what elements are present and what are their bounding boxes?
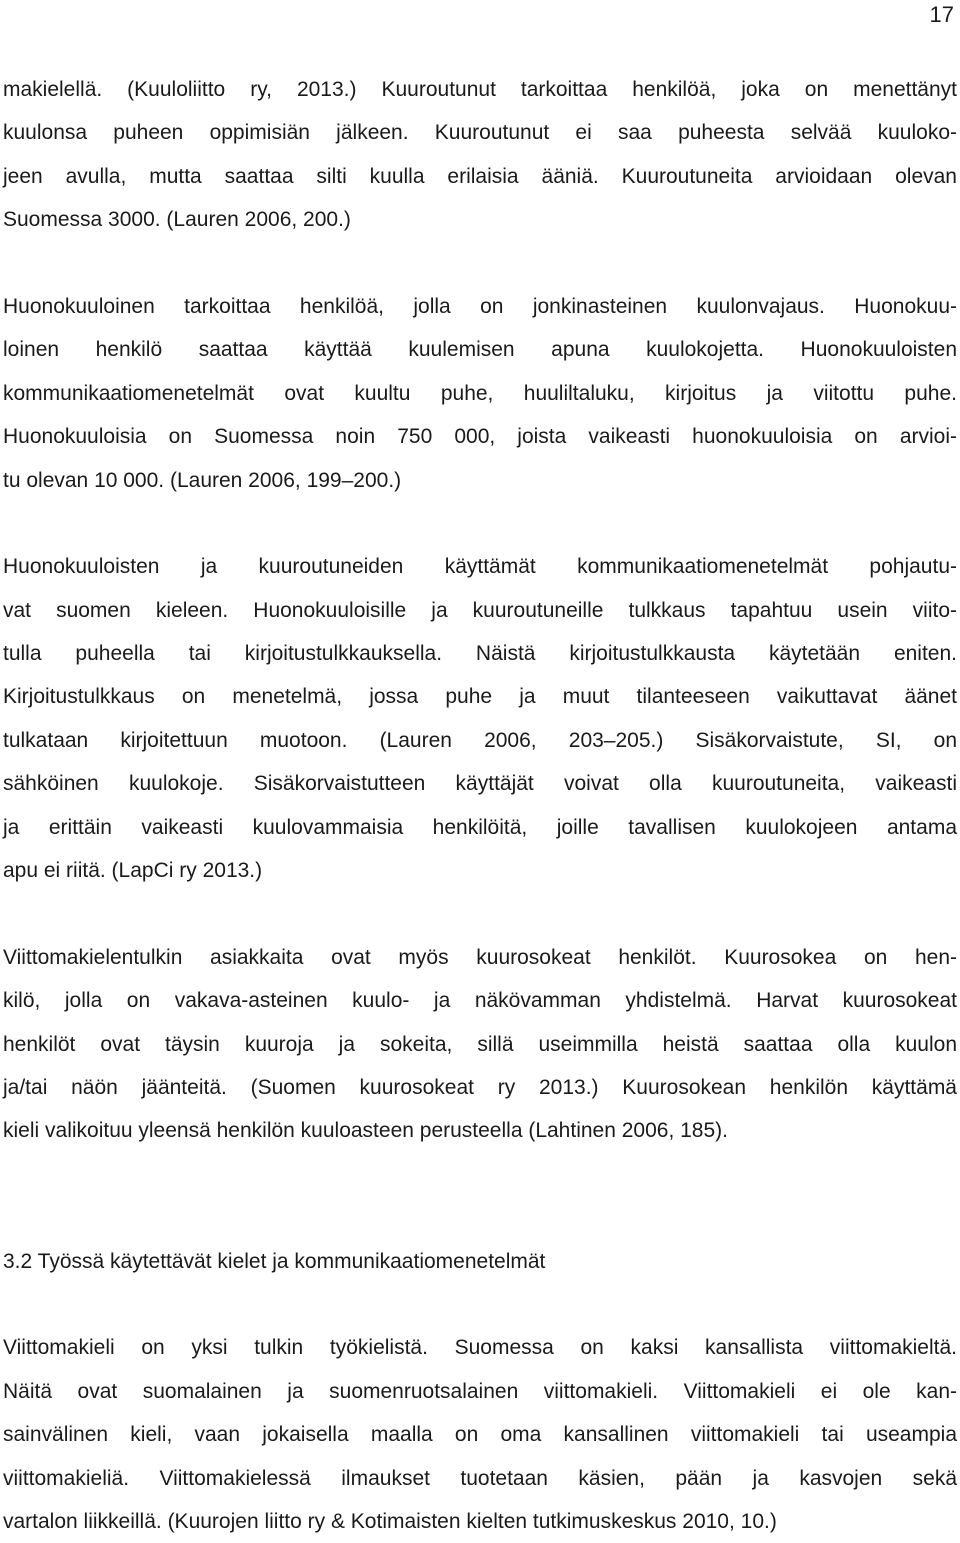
page-number: 17	[929, 2, 954, 27]
paragraph-deafblind	[3, 936, 957, 1153]
text-line: kilö, jolla on vakava-asteinen kuulo- ja näkövamman yhdistelmä. Harvat kuurosokeat	[3, 989, 957, 1013]
text-line: jeen avulla, mutta saattaa silti kuulla erilaisia ääniä. Kuuroutuneita arvioidaan olevan	[3, 164, 957, 188]
text-line: viittomakieliä. Viittomakielessä ilmaukset tuotetaan käsien, pään ja kasvojen sekä	[3, 1466, 957, 1490]
text-line: kieli valikoituu yleensä henkilön kuuloasteen perusteella (Lahtinen 2006, 185).	[3, 1119, 728, 1143]
paragraph-spacer	[3, 1283, 957, 1326]
text-line: vat suomen kieleen. Huonokuuloisille ja kuuroutuneille tulkkaus tapahtuu usein viito-	[3, 598, 957, 622]
text-line: makielellä. (Kuuloliitto ry, 2013.) Kuuroutunut tarkoittaa henkilöä, joka on menettänyt	[3, 78, 957, 101]
text-line: kommunikaatiomenetelmät ovat kuultu puhe, huuliltaluku, kirjoitus ja viitottu puhe.	[3, 381, 957, 405]
paragraph-communication-methods	[3, 545, 957, 892]
text-line: sähköinen kuulokoje. Sisäkorvaistutteen käyttäjät voivat olla kuuroutuneita, vaikeasti	[3, 772, 957, 796]
text-line: ja erittäin vaikeasti kuulovammaisia henkilöitä, joille tavallisen kuulokojeen antama	[3, 815, 957, 839]
paragraph-spacer	[3, 242, 957, 285]
paragraph-spacer	[3, 892, 957, 935]
text-line: sainvälinen kieli, vaan jokaisella maalla on oma kansallinen viittomakieli tai useampia	[3, 1423, 957, 1447]
text-line: Viittomakieli on yksi tulkin työkielistä. Suomessa on kaksi kansallista viittomakieltä.	[3, 1336, 957, 1360]
text-line: kuulonsa puheen oppimisiän jälkeen. Kuuroutunut ei saa puheesta selvää kuuloko-	[3, 121, 957, 145]
paragraph-sign-languages	[3, 1326, 957, 1543]
paragraph-deafened	[3, 68, 957, 242]
text-line: tulkataan kirjoitettuun muotoon. (Lauren 2006, 203–205.) Sisäkorvaistute, SI, on	[3, 728, 957, 752]
text-line: Huonokuuloinen tarkoittaa henkilöä, jolla on jonkinasteinen kuulonvajaus. Huonokuu-	[3, 294, 957, 318]
text-line: loinen henkilö saattaa käyttää kuulemisen apuna kuulokojetta. Huonokuuloisten	[3, 338, 957, 362]
section-spacer	[3, 1153, 957, 1240]
text-line: apu ei riitä. (LapCi ry 2013.)	[3, 859, 263, 883]
paragraph-hard-of-hearing	[3, 285, 957, 502]
text-line: ja/tai näön jäänteitä. (Suomen kuurosokeat ry 2013.) Kuurosokean henkilön käyttämä	[3, 1075, 957, 1099]
text-line: Näitä ovat suomalainen ja suomenruotsalainen viittomakieli. Viittomakieli ei ole kan-	[3, 1379, 957, 1403]
section-heading: 3.2 Työssä käytettävät kielet ja kommunikaatiomenetelmät	[3, 1249, 546, 1273]
text-line: Huonokuuloisia on Suomessa noin 750 000, joista vaikeasti huonokuuloisia on arvioi-	[3, 425, 957, 449]
text-line: henkilöt ovat täysin kuuroja ja sokeita, sillä useimmilla heistä saattaa olla kuulon	[3, 1032, 957, 1056]
paragraph-spacer	[3, 502, 957, 545]
document-body	[3, 68, 957, 1543]
text-line: Viittomakielentulkin asiakkaita ovat myös kuurosokeat henkilöt. Kuurosokea on hen-	[3, 945, 957, 969]
text-line: Huonokuuloisten ja kuuroutuneiden käyttämät kommunikaatiomenetelmät pohjautu-	[3, 555, 957, 579]
text-line: vartalon liikkeillä. (Kuurojen liitto ry & Kotimaisten kielten tutkimuskeskus 2010, 10.)	[3, 1509, 777, 1533]
text-line: tulla puheella tai kirjoitustulkkauksella. Näistä kirjoitustulkkausta käytetään eniten.	[3, 642, 957, 666]
text-line: tu olevan 10 000. (Lauren 2006, 199–200.)	[3, 468, 402, 492]
text-line: Suomessa 3000. (Lauren 2006, 200.)	[3, 208, 351, 232]
text-line: Kirjoitustulkkaus on menetelmä, jossa puhe ja muut tilanteeseen vaikuttavat äänet	[3, 685, 957, 709]
